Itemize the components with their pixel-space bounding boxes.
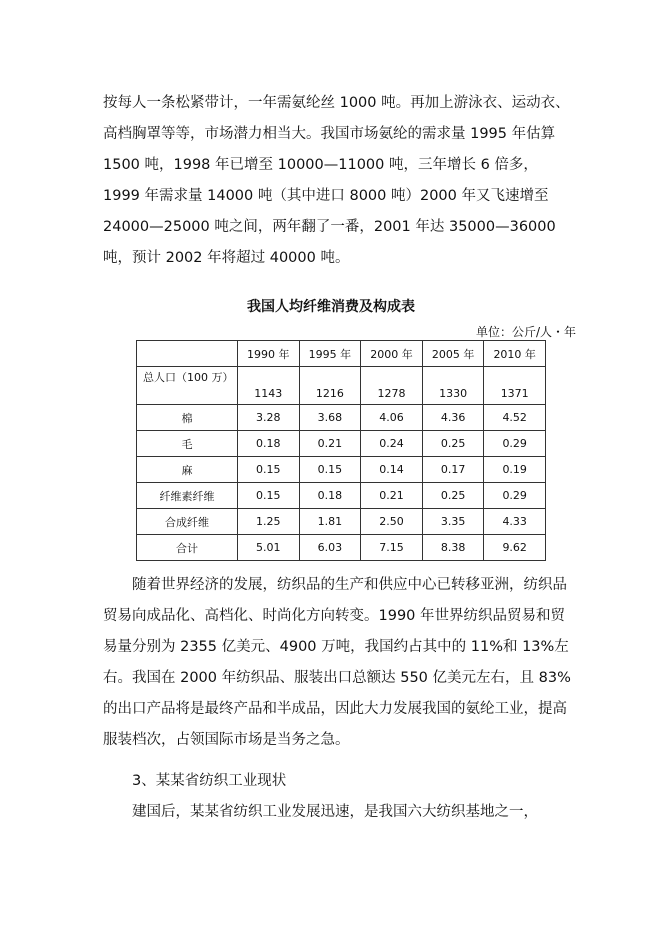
row-label: 合计 (137, 535, 238, 561)
table-cell: 0.21 (361, 483, 423, 509)
table-cell: 2.50 (361, 509, 423, 535)
table-cell: 0.18 (238, 431, 300, 457)
table-cell: 1371 (484, 367, 546, 405)
table-cell: 1278 (361, 367, 423, 405)
table-cell: 0.15 (238, 483, 300, 509)
table-cell: 7.15 (361, 535, 423, 561)
table-unit: 单位：公斤/人・年 (476, 325, 577, 339)
table-cell: 0.29 (484, 483, 546, 509)
table-row (137, 457, 546, 483)
year-header: 2005 年 (422, 341, 484, 367)
table-cell: 0.17 (422, 457, 484, 483)
row-label: 合成纤维 (137, 509, 238, 535)
table-cell: 0.21 (299, 431, 361, 457)
table-row (137, 483, 546, 509)
table-cell: 3.68 (299, 405, 361, 431)
table-row (137, 509, 546, 535)
table-cell: 8.38 (422, 535, 484, 561)
table-cell: 6.03 (299, 535, 361, 561)
paragraph-textile-trade: 随着世界经济的发展，纺织品的生产和供应中心已转移亚洲，纺织品贸易向成品化、高档化、时尚化方向转变。1990 年世界纺织品贸易和贸易量分别为 2355 亿美元、4900 万吨，我国约占其中的 11%和 13%左右。我国在 2000 年纺织品、服装出口总额达 550 亿美元左右，且 83%的出口产品将是最终产品和半成品，因此大力发展我国的氨纶工业，提高服装档次，占领国际市场是当务之急。 (103, 577, 571, 748)
row-label: 毛 (137, 431, 238, 457)
table-cell: 1.81 (299, 509, 361, 535)
table-cell: 0.14 (361, 457, 423, 483)
table-cell: 1330 (422, 367, 484, 405)
table-cell: 3.28 (238, 405, 300, 431)
table-cell: 4.06 (361, 405, 423, 431)
fiber-consumption-table (136, 340, 546, 561)
row-label: 麻 (137, 457, 238, 483)
table-cell: 4.52 (484, 405, 546, 431)
table-cell: 3.35 (422, 509, 484, 535)
table-cell: 4.33 (484, 509, 546, 535)
table-cell: 0.29 (484, 431, 546, 457)
year-header: 1990 年 (238, 341, 300, 367)
year-header: 2010 年 (484, 341, 546, 367)
paragraph-spandex-demand: 按每人一条松紧带计，一年需氨纶丝 1000 吨。再加上游泳衣、运动衣、高档胸罩等等，市场潜力相当大。我国市场氨纶的需求量 1995 年估算 1500 吨，1998 年已增至 10000—11000 吨，三年增长 6 倍多，1999 年需求量 14000 吨（其中进口 8000 吨）2000 年又飞速增至 24000—25000 吨之间，两年翻了一番，2001 年达 35000—36000 吨，预计 2002 年将超过 40000 吨。 (103, 95, 570, 266)
paragraph-province-status: 建国后，某某省纺织工业发展迅速，是我国六大纺织基地之一， (132, 804, 538, 820)
table-row (137, 431, 546, 457)
section-heading: 3、某某省纺织工业现状 (132, 773, 287, 789)
table-header-row (137, 341, 546, 367)
table-corner-cell (137, 341, 238, 367)
table-cell: 0.19 (484, 457, 546, 483)
table-row (137, 405, 546, 431)
table-title: 我国人均纤维消费及构成表 (247, 299, 415, 315)
table-cell: 4.36 (422, 405, 484, 431)
row-label: 总人口（100 万） (137, 367, 238, 405)
table-cell: 0.25 (422, 483, 484, 509)
year-header: 2000 年 (361, 341, 423, 367)
table-cell: 5.01 (238, 535, 300, 561)
table-cell: 1216 (299, 367, 361, 405)
row-label: 棉 (137, 405, 238, 431)
table-cell: 9.62 (484, 535, 546, 561)
year-header: 1995 年 (299, 341, 361, 367)
row-label: 纤维素纤维 (137, 483, 238, 509)
table-cell: 0.25 (422, 431, 484, 457)
table-row-population (137, 367, 546, 405)
table-cell: 0.15 (238, 457, 300, 483)
table-row-total (137, 535, 546, 561)
table-cell: 1.25 (238, 509, 300, 535)
table-cell: 0.18 (299, 483, 361, 509)
table-cell: 0.24 (361, 431, 423, 457)
table-cell: 1143 (238, 367, 300, 405)
table-cell: 0.15 (299, 457, 361, 483)
